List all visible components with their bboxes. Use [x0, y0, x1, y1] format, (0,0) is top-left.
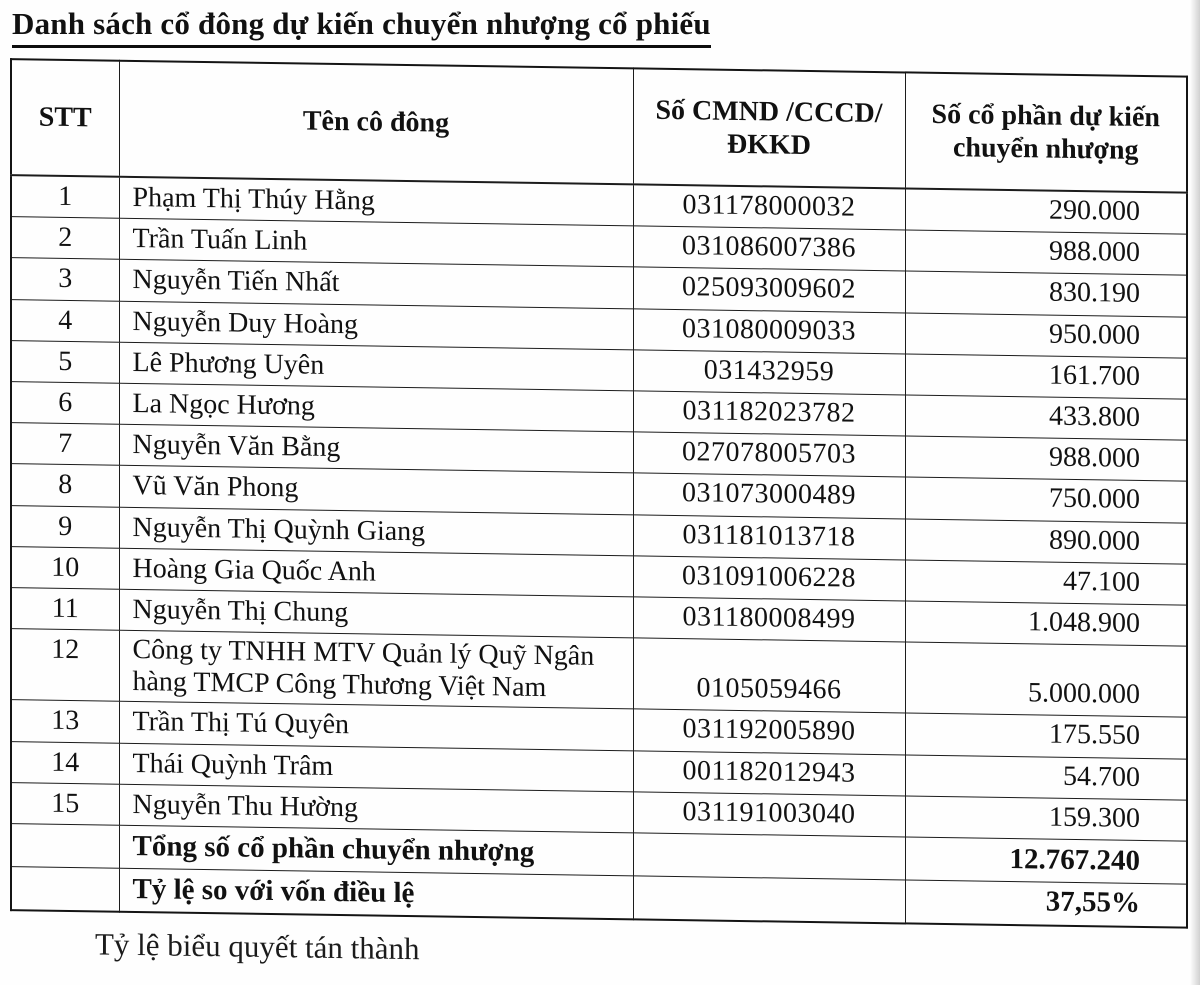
col-header-name: Tên cô đông — [119, 61, 633, 185]
row-number-cell: 13 — [11, 700, 119, 743]
id-number-cell: 001182012943 — [633, 751, 905, 796]
row-number-cell: 8 — [11, 464, 119, 507]
shares-cell: 433.800 — [905, 395, 1187, 440]
row-number-cell: 12 — [11, 629, 119, 702]
row-number-cell: 9 — [11, 505, 119, 548]
shareholder-name-cell: Nguyễn Thị Quỳnh Giang — [119, 507, 633, 556]
id-number-cell: 031181013718 — [633, 514, 905, 559]
shares-cell: 988.000 — [905, 230, 1187, 275]
summary-empty-stt-cell — [11, 824, 119, 869]
row-number-cell: 14 — [11, 741, 119, 784]
shares-cell: 750.000 — [905, 477, 1187, 522]
row-number-cell: 5 — [11, 340, 119, 383]
id-number-cell: 031182023782 — [633, 391, 905, 436]
shares-cell: 950.000 — [905, 312, 1187, 357]
row-number-cell: 3 — [11, 258, 119, 301]
id-number-cell: 031091006228 — [633, 556, 905, 601]
row-number-cell: 6 — [11, 382, 119, 425]
id-number-cell: 0105059466 — [633, 638, 905, 713]
id-number-cell: 031180008499 — [633, 597, 905, 642]
shares-cell: 159.300 — [905, 796, 1187, 841]
shareholder-name-cell: Công ty TNHH MTV Quản lý Quỹ Ngân hàng TMCP Công Thương Việt Nam — [119, 630, 633, 709]
shares-cell: 290.000 — [905, 188, 1187, 234]
id-number-cell: 031178000032 — [633, 184, 905, 230]
summary-value-cell: 37,55% — [905, 880, 1187, 927]
shareholder-name-cell: Nguyễn Thị Chung — [119, 589, 633, 638]
row-number-cell: 10 — [11, 546, 119, 589]
col-header-stt: STT — [11, 59, 119, 177]
header-row — [11, 59, 1187, 192]
shareholder-name-cell: Vũ Văn Phong — [119, 466, 633, 515]
summary-empty-id-cell — [633, 876, 905, 923]
shares-cell: 161.700 — [905, 354, 1187, 399]
shareholder-name-cell: Lê Phương Uyên — [119, 342, 633, 391]
shareholder-name-cell: Trần Tuấn Linh — [119, 218, 633, 267]
shares-cell: 175.550 — [905, 713, 1187, 758]
summary-value-cell: 12.767.240 — [905, 837, 1187, 884]
row-number-cell: 11 — [11, 588, 119, 631]
shareholder-name-cell: Nguyễn Tiến Nhất — [119, 260, 633, 309]
footer-cutoff-text: Tỷ lệ biểu quyết tán thành — [95, 925, 420, 966]
shareholder-name-cell: Nguyễn Thu Hường — [119, 784, 633, 833]
table-header — [11, 59, 1187, 192]
summary-empty-id-cell — [633, 833, 905, 880]
id-number-cell: 025093009602 — [633, 267, 905, 312]
col-header-shares: Số cổ phần dự kiến chuyển nhượng — [905, 72, 1187, 192]
id-number-cell: 031192005890 — [633, 709, 905, 754]
id-number-cell: 031073000489 — [633, 473, 905, 518]
shareholder-name-cell: Nguyễn Duy Hoàng — [119, 301, 633, 350]
shares-cell: 830.190 — [905, 271, 1187, 316]
shares-cell: 988.000 — [905, 436, 1187, 481]
shareholder-name-cell: Hoàng Gia Quốc Anh — [119, 548, 633, 597]
shares-cell: 47.100 — [905, 560, 1187, 605]
shareholder-name-cell: La Ngọc Hương — [119, 383, 633, 432]
shareholder-name-cell: Trần Thị Tú Quyên — [119, 702, 633, 751]
shares-cell: 5.000.000 — [905, 642, 1187, 718]
id-number-cell: 031080009033 — [633, 308, 905, 353]
summary-label-cell: Tổng số cổ phần chuyển nhượng — [119, 825, 633, 876]
shareholder-name-cell: Nguyễn Văn Bằng — [119, 424, 633, 473]
col-header-id: Số CMND /CCCD/ĐKKD — [633, 68, 905, 188]
row-number-cell: 2 — [11, 217, 119, 260]
row-number-cell: 15 — [11, 782, 119, 825]
shareholder-name-cell: Phạm Thị Thúy Hằng — [119, 177, 633, 226]
row-number-cell: 7 — [11, 423, 119, 466]
summary-empty-stt-cell — [11, 867, 119, 912]
scanned-sheet — [0, 58, 1200, 978]
page-title: Danh sách cổ đông dự kiến chuyển nhượng cổ phiếu — [12, 6, 711, 48]
id-number-cell: 031432959 — [633, 350, 905, 395]
summary-label-cell: Tỷ lệ so với vốn điều lệ — [119, 868, 633, 919]
row-number-cell: 4 — [11, 299, 119, 342]
row-number-cell: 1 — [11, 175, 119, 218]
id-number-cell: 027078005703 — [633, 432, 905, 477]
shares-cell: 54.700 — [905, 755, 1187, 800]
shares-cell: 1.048.900 — [905, 601, 1187, 646]
shareholder-name-cell: Thái Quỳnh Trâm — [119, 743, 633, 792]
table-body — [11, 175, 1187, 927]
shareholder-table — [10, 58, 1188, 928]
id-number-cell: 031086007386 — [633, 226, 905, 271]
id-number-cell: 031191003040 — [633, 792, 905, 837]
shares-cell: 890.000 — [905, 518, 1187, 563]
